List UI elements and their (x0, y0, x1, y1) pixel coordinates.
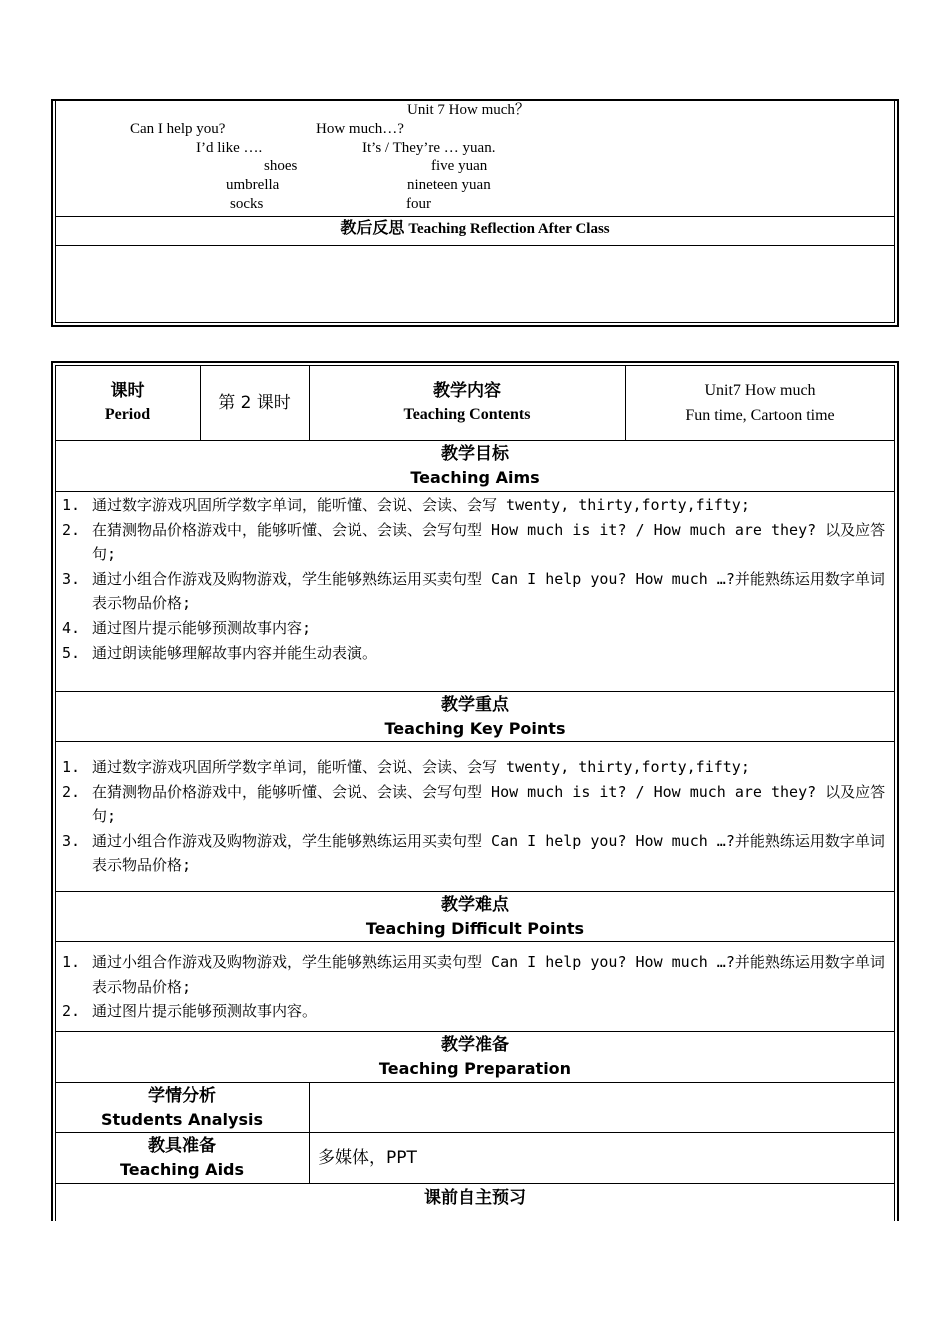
board-item-shoes: shoes (264, 158, 298, 174)
preview-heading: 课前自主预习 (424, 1188, 526, 1208)
divider (309, 365, 310, 440)
preparation-heading-cn: 教学准备 (441, 1035, 509, 1055)
reflection-heading-en: Teaching Reflection After Class (408, 221, 610, 237)
divider (55, 941, 895, 942)
list-item: 3. 通过小组合作游戏及购物游戏，学生能够熟练运用买卖句型 Can I help you? How much …?并能熟练运用数字单词表示物品价格; (62, 831, 885, 875)
divider (55, 245, 895, 246)
divider (55, 741, 895, 742)
period-label-en: Period (104, 406, 151, 423)
board-price-nineteen: nineteen yuan (407, 177, 491, 193)
difficult-points-heading-en: Teaching Difficult Points (365, 919, 585, 938)
divider (55, 440, 895, 441)
preparation-heading-en: Teaching Preparation (378, 1059, 572, 1078)
divider (625, 365, 626, 440)
teaching-aids-label-cn: 教具准备 (148, 1136, 216, 1156)
list-item: 2. 通过图片提示能够预测故事内容。 (62, 1002, 318, 1021)
contents-label-en: Teaching Contents (403, 406, 531, 423)
board-price-five: five yuan (431, 158, 488, 174)
key-points-heading-en: Teaching Key Points (384, 719, 566, 738)
board-line1-right: How much…? (316, 121, 404, 137)
board-title: Unit 7 How much？ (407, 102, 530, 118)
aims-heading-en: Teaching Aims (410, 468, 540, 487)
board-price-four: four (406, 196, 431, 212)
key-points-heading-cn: 教学重点 (441, 695, 509, 715)
divider (55, 1082, 895, 1083)
teaching-aids-label-en: Teaching Aids (119, 1160, 245, 1179)
key-points-list (58, 755, 890, 878)
period-value: 第 2 课时 (218, 393, 291, 413)
teaching-aids-value: 多媒体，PPT (318, 1148, 417, 1168)
contents-value-unit: Unit7 How much (704, 382, 816, 399)
divider (55, 691, 895, 692)
list-item: 1. 通过数字游戏巩固所学数字单词，能听懂、会说、会读、会写 twenty, thirty,forty,fifty; (62, 758, 750, 776)
divider (55, 1183, 895, 1184)
difficult-points-heading-cn: 教学难点 (441, 895, 509, 915)
board-item-socks: socks (230, 196, 264, 212)
board-item-umbrella: umbrella (226, 177, 280, 193)
board-line2-left: I’d like …. (196, 140, 263, 156)
list-item: 4. 通过图片提示能够预测故事内容; (62, 618, 312, 637)
list-item: 1. 通过数字游戏巩固所学数字单词，能听懂、会说、会读、会写 twenty, thirty,forty,fifty; (62, 496, 750, 514)
list-item: 3. 通过小组合作游戏及购物游戏，学生能够熟练运用买卖句型 Can I help you? How much …?并能熟练运用数字单词表示物品价格; (62, 569, 885, 613)
contents-value-sections: Fun time, Cartoon time (685, 407, 835, 424)
difficult-points-list (58, 950, 890, 1024)
reflection-body (60, 250, 890, 318)
divider (55, 1132, 895, 1133)
students-analysis-label-en: Students Analysis (100, 1110, 263, 1129)
aims-heading-cn: 教学目标 (441, 444, 509, 464)
divider (55, 216, 895, 217)
divider (55, 491, 895, 492)
board-line2-right: It’s / They’re … yuan. (362, 140, 496, 156)
reflection-heading-cn: 教后反思 (340, 218, 405, 237)
contents-label-cn: 教学内容 (433, 381, 501, 401)
divider (55, 1031, 895, 1032)
period-label-cn: 课时 (110, 381, 145, 401)
list-item: 2. 在猜测物品价格游戏中，能够听懂、会说、会读、会写句型 How much is it? / How much are they? 以及应答句; (62, 520, 886, 564)
board-line1-left: Can I help you? (130, 121, 226, 137)
reflection-heading (55, 218, 895, 239)
list-item: 2. 在猜测物品价格游戏中，能够听懂、会说、会读、会写句型 How much is it? / How much are they? 以及应答句; (62, 782, 886, 826)
aims-list (58, 493, 890, 665)
students-analysis-label-cn: 学情分析 (148, 1086, 216, 1106)
list-item: 1. 通过小组合作游戏及购物游戏，学生能够熟练运用买卖句型 Can I help you? How much …?并能熟练运用数字单词表示物品价格; (62, 953, 885, 996)
list-item: 5. 通过朗读能够理解故事内容并能生动表演。 (62, 643, 378, 662)
divider (55, 891, 895, 892)
